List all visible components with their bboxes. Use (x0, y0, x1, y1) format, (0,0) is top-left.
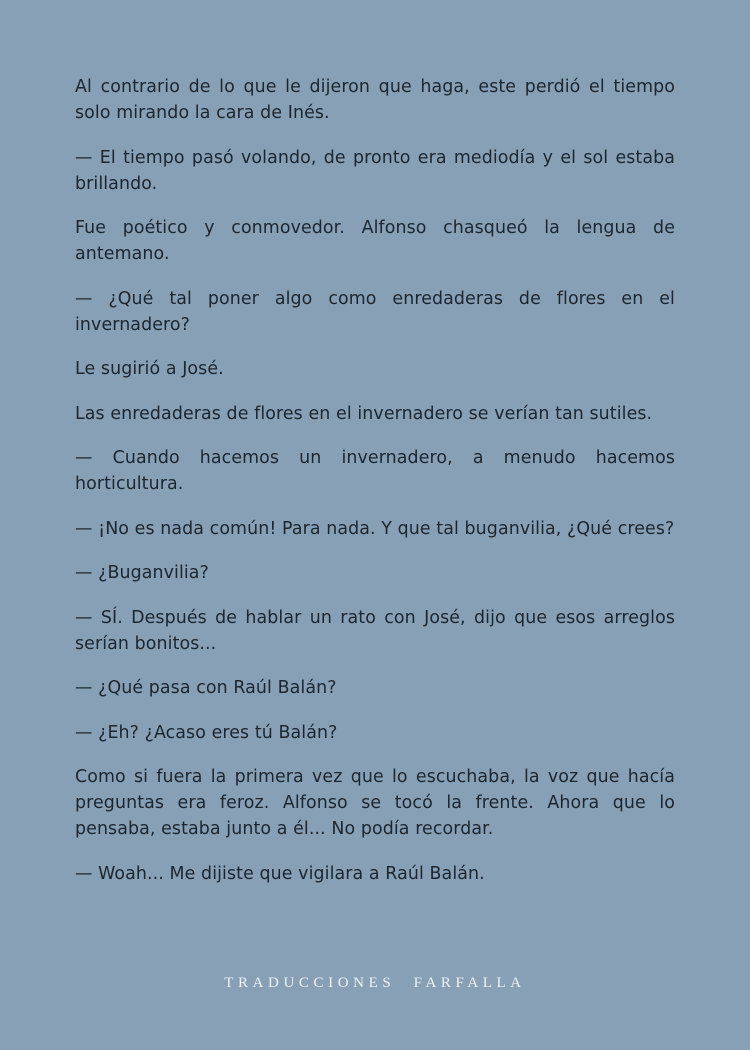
paragraph: — ¿Qué pasa con Raúl Balán? (75, 678, 337, 698)
paragraph: Al contrario de lo que le dijeron que haga, este perdió el tiempo solo mirando la cara de Inés. (75, 77, 675, 123)
paragraph: — ¿Buganvilia? (75, 563, 209, 583)
paragraph: Como si fuera la primera vez que lo escuchaba, la voz que hacía preguntas era feroz. Alfonso se tocó la frente. Ahora que lo pensaba, estaba junto a él... No podía recordar. (75, 767, 675, 839)
paragraph: — SÍ. Después de hablar un rato con José, dijo que esos arreglos serían bonitos... (75, 607, 675, 654)
paragraph: — Woah... Me dijiste que vigilara a Raúl Balán. (75, 863, 485, 884)
paragraph: — ¿Qué tal poner algo como enredaderas de flores en el invernadero? (75, 288, 675, 335)
paragraph: — Cuando hacemos un invernadero, a menudo hacemos horticultura. (75, 448, 675, 494)
page-body-text (75, 74, 675, 905)
paragraph: — El tiempo pasó volando, de pronto era mediodía y el sol estaba brillando. (75, 147, 675, 194)
paragraph: — ¡No es nada común! Para nada. Y que tal buganvilia, ¿Qué crees? (75, 518, 675, 539)
paragraph: Fue poético y conmovedor. Alfonso chasqueó la lengua de antemano. (75, 218, 675, 264)
paragraph: Las enredaderas de flores en el invernadero se verían tan sutiles. (75, 403, 653, 424)
publisher-footer: TRADUCCIONES FARFALLA (224, 975, 526, 991)
paragraph: — ¿Eh? ¿Acaso eres tú Balán? (75, 722, 338, 743)
paragraph: Le sugirió a José. (75, 359, 224, 379)
